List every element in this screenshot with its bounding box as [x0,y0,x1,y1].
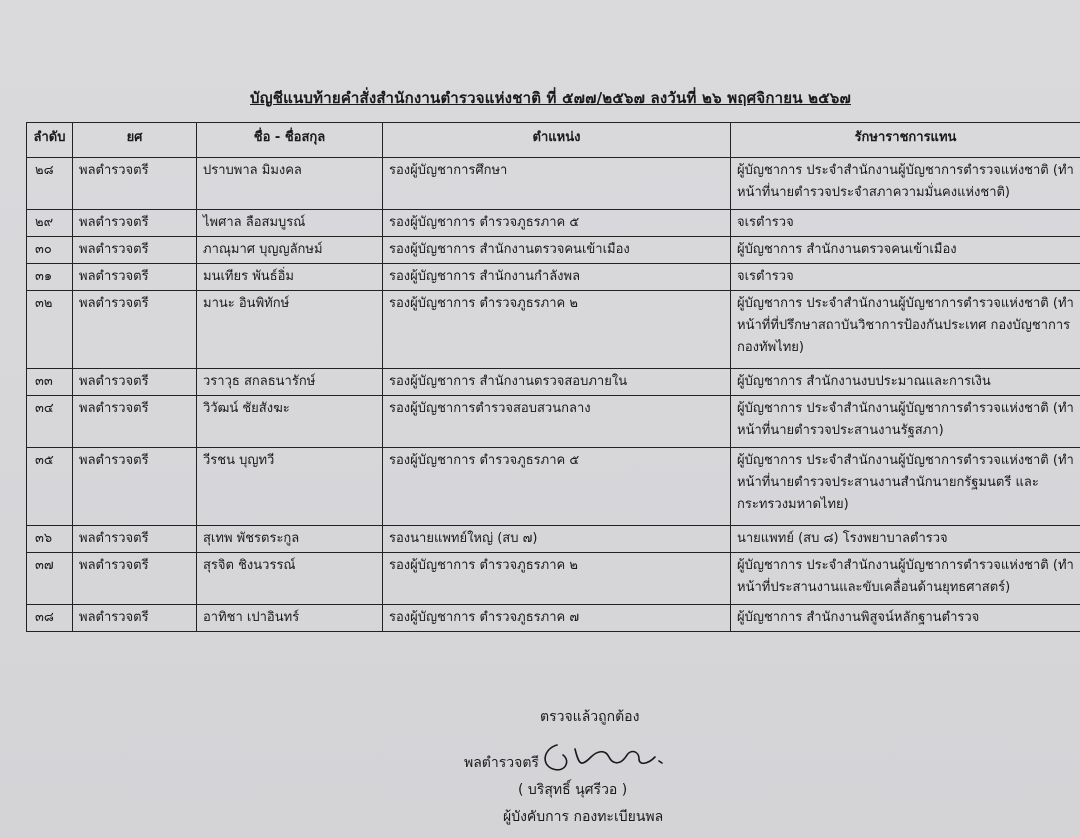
row-rank: พลตำรวจตรี [73,158,197,210]
row-position: รองผู้บัญชาการ ตำรวจภูธรภาค ๒ [383,553,731,605]
row-name: วิวัฒน์ ชัยสังฆะ [197,396,383,448]
row-position: รองผู้บัญชาการ สำนักงานตรวจสอบภายใน [383,369,731,396]
table-row [27,210,1080,237]
row-rank: พลตำรวจตรี [73,605,197,632]
table-row [27,553,1080,605]
row-position: รองผู้บัญชาการตำรวจสอบสวนกลาง [383,396,731,448]
header-no: ลำดับ [27,123,73,158]
row-name: สุเทพ พัชรตระกูล [197,526,383,553]
row-acting: จเรตำรวจ [731,210,1080,237]
row-no: ๓๖ [27,526,73,553]
table-row [27,291,1080,369]
row-acting: จเรตำรวจ [731,264,1080,291]
row-no: ๓๒ [27,291,73,369]
table-row [27,369,1080,396]
row-rank: พลตำรวจตรี [73,553,197,605]
row-rank: พลตำรวจตรี [73,291,197,369]
row-rank: พลตำรวจตรี [73,369,197,396]
row-rank: พลตำรวจตรี [73,396,197,448]
row-position: รองนายแพทย์ใหญ่ (สบ ๗) [383,526,731,553]
table-row [27,526,1080,553]
row-name: มานะ อินพิทักษ์ [197,291,383,369]
row-position: รองผู้บัญชาการ ตำรวจภูธรภาค ๕ [383,210,731,237]
row-name: อาทิชา เปาอินทร์ [197,605,383,632]
table-row [27,264,1080,291]
row-acting: ผู้บัญชาการ ประจำสำนักงานผู้บัญชาการตำรวจแห่งชาติ (ทำหน้าที่นายตำรวจประจำสภาความมั่นคงแห่งชาติ) [731,158,1080,210]
row-name: วีรชน บุญทวี [197,448,383,526]
signature-mark [535,735,675,779]
row-no: ๓๕ [27,448,73,526]
row-rank: พลตำรวจตรี [73,237,197,264]
row-name: มนเทียร พันธ์อิ่ม [197,264,383,291]
row-name: ภาณุมาศ บุญญลักษม์ [197,237,383,264]
row-acting: ผู้บัญชาการ ประจำสำนักงานผู้บัญชาการตำรวจแห่งชาติ (ทำหน้าที่นายตำรวจประสานงานรัฐสภา) [731,396,1080,448]
row-acting: ผู้บัญชาการ สำนักงานงบประมาณและการเงิน [731,369,1080,396]
row-acting: ผู้บัญชาการ ประจำสำนักงานผู้บัญชาการตำรวจแห่งชาติ (ทำหน้าที่ที่ปรึกษาสถาบันวิชาการป้องกันประเทศ กองบัญชาการกองทัพไทย) [731,291,1080,369]
row-acting: ผู้บัญชาการ สำนักงานตรวจคนเข้าเมือง [731,237,1080,264]
verified-text: ตรวจแล้วถูกต้อง [540,709,640,725]
row-rank: พลตำรวจตรี [73,264,197,291]
row-no: ๒๘ [27,158,73,210]
appointment-table [26,122,1080,632]
row-acting: ผู้บัญชาการ ประจำสำนักงานผู้บัญชาการตำรวจแห่งชาติ (ทำหน้าที่ประสานงานและขับเคลื่อนด้านยุทธศาสตร์) [731,553,1080,605]
table-row [27,605,1080,632]
signer-name: ( บริสุทธิ์ นุศรีวอ ) [518,782,628,798]
row-rank: พลตำรวจตรี [73,210,197,237]
row-rank: พลตำรวจตรี [73,526,197,553]
row-position: รองผู้บัญชาการศึกษา [383,158,731,210]
row-no: ๓๓ [27,369,73,396]
header-position: ตำแหน่ง [383,123,731,158]
row-acting: ผู้บัญชาการ สำนักงานพิสูจน์หลักฐานตำรวจ [731,605,1080,632]
table-row [27,237,1080,264]
row-acting: ผู้บัญชาการ ประจำสำนักงานผู้บัญชาการตำรวจแห่งชาติ (ทำหน้าที่นายตำรวจประสานงานสำนักนายกรัฐมนตรี และกระทรวงมหาดไทย) [731,448,1080,526]
row-position: รองผู้บัญชาการ ตำรวจภูธรภาค ๕ [383,448,731,526]
signer-position: ผู้บังคับการ กองทะเบียนพล [503,809,664,825]
table-header-row [27,123,1080,158]
row-position: รองผู้บัญชาการ สำนักงานตรวจคนเข้าเมือง [383,237,731,264]
header-acting: รักษาราชการแทน [731,123,1080,158]
row-no: ๓๑ [27,264,73,291]
row-acting: นายแพทย์ (สบ ๘) โรงพยาบาลตำรวจ [731,526,1080,553]
header-rank: ยศ [73,123,197,158]
table-row [27,158,1080,210]
row-position: รองผู้บัญชาการ ตำรวจภูธรภาค ๗ [383,605,731,632]
row-name: ไพศาล ลือสมบูรณ์ [197,210,383,237]
header-name: ชื่อ - ชื่อสกุล [197,123,383,158]
table-row [27,448,1080,526]
row-position: รองผู้บัญชาการ ตำรวจภูธรภาค ๒ [383,291,731,369]
row-name: วราวุธ สกลธนารักษ์ [197,369,383,396]
document-title: บัญชีแนบท้ายคำสั่งสำนักงานตำรวจแห่งชาติ ที่ ๕๗๗/๒๕๖๗ ลงวันที่ ๒๖ พฤศจิกายน ๒๕๖๗ [250,89,851,107]
row-name: สุรจิต ชิงนวรรณ์ [197,553,383,605]
row-no: ๓๐ [27,237,73,264]
row-no: ๓๔ [27,396,73,448]
table-row [27,396,1080,448]
signer-rank: พลตำรวจตรี [464,755,539,771]
row-position: รองผู้บัญชาการ สำนักงานกำลังพล [383,264,731,291]
row-name: ปราบพาล มิมงคล [197,158,383,210]
row-no: ๒๙ [27,210,73,237]
row-no: ๓๘ [27,605,73,632]
row-rank: พลตำรวจตรี [73,448,197,526]
row-no: ๓๗ [27,553,73,605]
